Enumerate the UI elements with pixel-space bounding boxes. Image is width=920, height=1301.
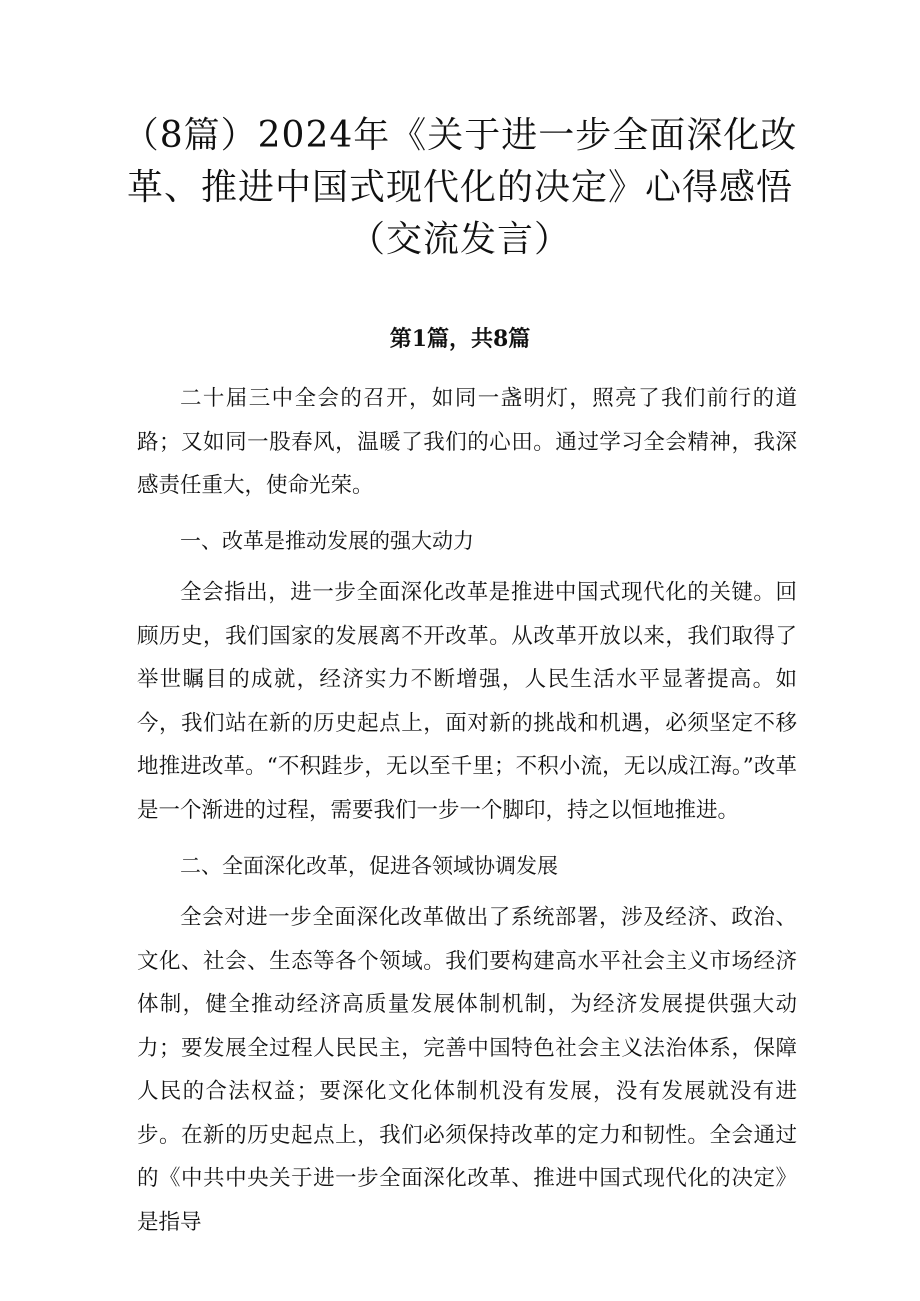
- section-heading-2: 二、全面深化改革，促进各领域协调发展: [180, 854, 558, 878]
- part-indicator: 第1篇，共8篇: [389, 326, 531, 352]
- section-1-paragraph: 全会指出，进一步全面深化改革是推进中国式现代化的关键。回顾历史，我们国家的发展离不开改革。从改革开放以来，我们取得了举世瞩目的成就，经济实力不断增强，人民生活水平显著提高。如今，我们站在新的历史起点上，面对新的挑战和机遇，必须坚定不移地推进改革。“不积跬步，无以至千里；不积小流，无以成江海。”改革是一个渐进的过程，需要我们一步一个脚印，持之以恒地推进。: [137, 580, 797, 823]
- section-2-paragraph: 全会对进一步全面深化改革做出了系统部署，涉及经济、政治、文化、社会、生态等各个领域。我们要构建高水平社会主义市场经济体制，健全推动经济高质量发展体制机制，为经济发展提供强大动力；要发展全过程人民民主，完善中国特色社会主义法治体系，保障人民的合法权益；要深化文化体制机没有发展，没有发展就没有进步。在新的历史起点上，我们必须保持改革的定力和韧性。全会通过的《中共中央关于进一步全面深化改革、推进中国式现代化的决定》是指导: [137, 905, 797, 1235]
- title-line-3: （交流发言）: [348, 219, 571, 260]
- document-title: [100, 110, 820, 266]
- title-line-1: （8篇）2024年《关于进一步全面深化改: [122, 115, 798, 156]
- section-heading-1: 一、改革是推动发展的强大动力: [180, 529, 474, 553]
- intro-paragraph: 二十届三中全会的召开，如同一盏明灯，照亮了我们前行的道路；又如同一股春风，温暖了我们的心田。通过学习全会精神，我深感责任重大，使命光荣。: [137, 386, 797, 498]
- title-line-2: 革、推进中国式现代化的决定》心得感悟: [126, 167, 793, 208]
